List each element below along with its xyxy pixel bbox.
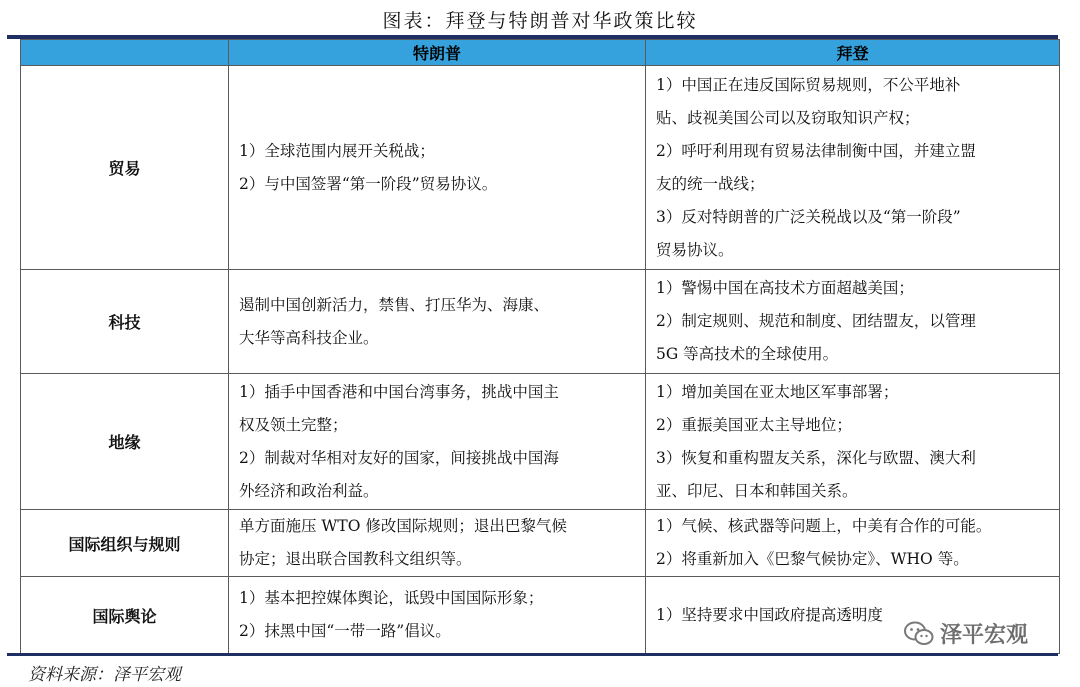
watermark bbox=[904, 618, 1028, 649]
policy-line: 权及领土完整； bbox=[239, 415, 348, 434]
header-biden: 拜登 bbox=[646, 40, 1060, 66]
policy-line: 2）将重新加入《巴黎气候协定》、WHO 等。 bbox=[656, 550, 969, 568]
wechat-icon bbox=[904, 621, 934, 647]
table-row bbox=[21, 270, 1060, 374]
policy-line: 1）坚持要求中国政府提高透明度 bbox=[656, 605, 883, 624]
biden-policy-cell bbox=[646, 66, 1060, 270]
category-cell: 贸易 bbox=[21, 66, 229, 270]
category-cell: 地缘 bbox=[21, 374, 229, 510]
trump-policy-cell bbox=[229, 66, 646, 270]
policy-line: 3）反对特朗普的广泛关税战以及“第一阶段” bbox=[656, 207, 961, 226]
policy-line: 贸易协议。 bbox=[656, 240, 734, 259]
category-cell: 科技 bbox=[21, 270, 229, 374]
policy-line: 1）插手中国香港和中国台湾事务，挑战中国主 bbox=[239, 382, 559, 401]
policy-line: 2）重振美国亚太主导地位； bbox=[656, 415, 852, 434]
policy-line: 2）与中国签署“第一阶段”贸易协议。 bbox=[239, 174, 498, 193]
table-row bbox=[21, 66, 1060, 270]
table-row bbox=[21, 374, 1060, 510]
policy-line: 1）全球范围内展开关税战； bbox=[239, 141, 435, 160]
table-header-row bbox=[21, 40, 1060, 66]
header-trump: 特朗普 bbox=[229, 40, 646, 66]
policy-line: 1）警惕中国在高技术方面超越美国； bbox=[656, 279, 914, 297]
bottom-rule bbox=[7, 653, 1058, 656]
policy-line: 单方面施压 WTO 修改国际规则；退出巴黎气候 bbox=[239, 517, 567, 535]
policy-line: 5G 等高技术的全球使用。 bbox=[656, 345, 839, 363]
header-blank bbox=[21, 40, 229, 66]
policy-line: 2）抹黑中国“一带一路”倡议。 bbox=[239, 622, 451, 640]
comparison-table bbox=[20, 39, 1060, 654]
biden-policy-cell bbox=[646, 270, 1060, 374]
biden-policy-cell bbox=[646, 374, 1060, 510]
policy-line: 3）恢复和重构盟友关系，深化与欧盟、澳大利 bbox=[656, 448, 976, 467]
policy-line: 协定；退出联合国教科文组织等。 bbox=[239, 550, 472, 568]
watermark-text: 泽平宏观 bbox=[940, 623, 1029, 648]
policy-line: 外经济和政治利益。 bbox=[239, 481, 379, 500]
category-cell: 国际组织与规则 bbox=[21, 510, 229, 577]
policy-line: 1）气候、核武器等问题上，中美有合作的可能。 bbox=[656, 517, 992, 535]
policy-line: 2）呼吁利用现有贸易法律制衡中国，并建立盟 bbox=[656, 141, 976, 160]
policy-line: 友的统一战线； bbox=[656, 174, 765, 193]
biden-policy-cell bbox=[646, 510, 1060, 577]
policy-line: 2）制裁对华相对友好的国家，间接挑战中国海 bbox=[239, 448, 559, 467]
category-cell: 国际舆论 bbox=[21, 577, 229, 654]
trump-policy-cell bbox=[229, 577, 646, 654]
policy-line: 遏制中国创新活力，禁售、打压华为、海康、 bbox=[239, 295, 550, 314]
trump-policy-cell bbox=[229, 510, 646, 577]
trump-policy-cell bbox=[229, 374, 646, 510]
policy-line: 1）增加美国在亚太地区军事部署； bbox=[656, 382, 899, 401]
table-row bbox=[21, 510, 1060, 577]
policy-line: 亚、印尼、日本和韩国关系。 bbox=[656, 481, 858, 500]
source-note: 资料来源：泽平宏观 bbox=[28, 665, 181, 685]
policy-line: 2）制定规则、规范和制度、团结盟友，以管理 bbox=[656, 312, 976, 330]
policy-line: 1）中国正在违反国际贸易规则，不公平地补 bbox=[656, 75, 961, 94]
page-title: 图表：拜登与特朗普对华政策比较 bbox=[382, 10, 698, 32]
policy-line: 1）基本把控媒体舆论，诋毁中国国际形象； bbox=[239, 589, 544, 607]
policy-line: 大华等高科技企业。 bbox=[239, 328, 379, 347]
policy-line: 贴、歧视美国公司以及窃取知识产权； bbox=[656, 108, 920, 127]
trump-policy-cell bbox=[229, 270, 646, 374]
